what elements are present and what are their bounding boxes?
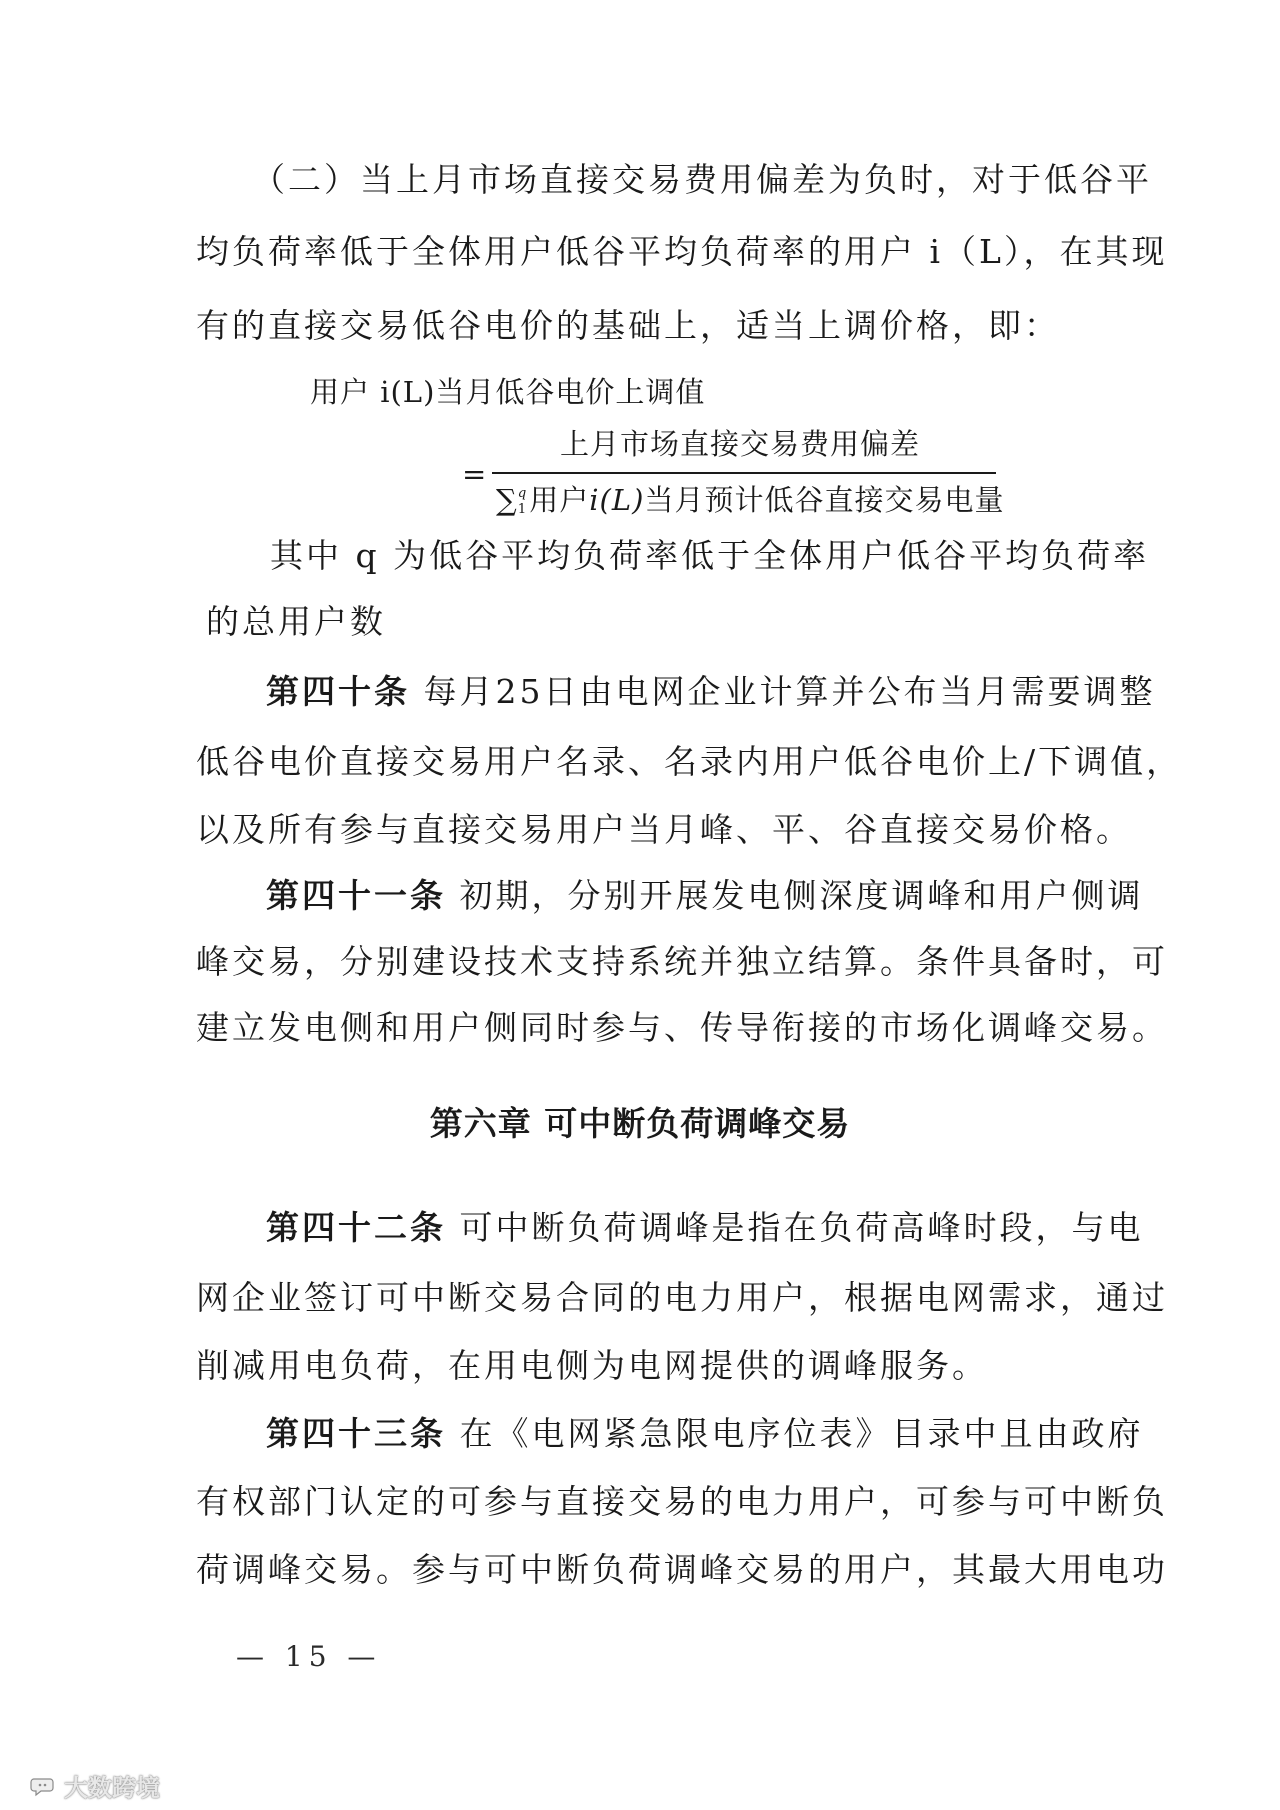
denominator-user-text: 用户 [529,483,590,517]
watermark-text: 大数跨境 [64,1774,160,1802]
article-41-line-2: 峰交易，分别建设技术支持系统并独立结算。条件具备时，可 [196,942,1168,981]
formula-equals: = [462,457,488,491]
formula-numerator: 上月市场直接交易费用偏差 [560,427,921,461]
article-40-line-2: 低谷电价直接交易用户名录、名录内用户低谷电价上/下调值， [196,742,1183,781]
sum-symbol: ∑ [496,483,518,517]
note-line-2: 的总用户数 [206,602,386,641]
formula-fraction-bar [492,472,996,474]
article-41-text-1: 初期，分别开展发电侧深度调峰和用户侧调 [459,876,1144,915]
article-41-line-3: 建立发电侧和用户侧同时参与、传导衔接的市场化调峰交易。 [196,1008,1168,1047]
article-43-text-1: 在《电网紧急限电序位表》目录中且由政府 [459,1414,1144,1453]
formula-denominator [496,482,1004,518]
article-40-line-3: 以及所有参与直接交易用户当月峰、平、谷直接交易价格。 [196,810,1132,849]
article-40-text-1: 每月25日由电网企业计算并公布当月需要调整 [423,672,1156,711]
sum-upper-limit: q [517,486,528,501]
article-40-line-1 [266,672,1156,712]
note-line-1: 其中 q 为低谷平均负荷率低于全体用户低谷平均负荷率 [270,536,1150,575]
article-42-line-3: 削减用电负荷，在用电侧为电网提供的调峰服务。 [196,1346,988,1385]
article-41-title: 第四十一条 [266,876,446,915]
denominator-variable: i(L) [589,483,645,517]
watermark [30,1768,160,1803]
formula-lhs: 用户 i(L)当月低谷电价上调值 [310,375,706,409]
article-42-line-1 [266,1208,1144,1248]
sum-lower-limit: 1 [517,502,528,517]
denominator-rest: 当月预计低谷直接交易电量 [644,483,1005,517]
paragraph-2-line-2: 均负荷率低于全体用户低谷平均负荷率的用户 i（L），在其现 [196,232,1168,271]
article-40-title: 第四十条 [266,672,410,711]
article-43-line-3: 荷调峰交易。参与可中断负荷调峰交易的用户，其最大用电功 [196,1550,1168,1589]
article-41-line-1 [266,876,1144,916]
chapter-6-heading: 第六章 可中断负荷调峰交易 [429,1104,851,1143]
article-43-title: 第四十三条 [266,1414,446,1453]
article-42-title: 第四十二条 [266,1208,446,1247]
article-42-line-2: 网企业签订可中断交易合同的电力用户，根据电网需求，通过 [196,1278,1168,1317]
article-43-line-2: 有权部门认定的可参与直接交易的电力用户，可参与可中断负 [196,1482,1168,1521]
paragraph-2-line-3: 有的直接交易低谷电价的基础上，适当上调价格，即： [196,306,1060,345]
article-43-line-1 [266,1414,1144,1454]
page-number: — 15 — [236,1640,382,1673]
chat-bubble-logo-icon [30,1775,58,1797]
paragraph-2-line-1: （二）当上月市场直接交易费用偏差为负时，对于低谷平 [252,160,1152,199]
article-42-text-1: 可中断负荷调峰是指在负荷高峰时段，与电 [459,1208,1144,1247]
